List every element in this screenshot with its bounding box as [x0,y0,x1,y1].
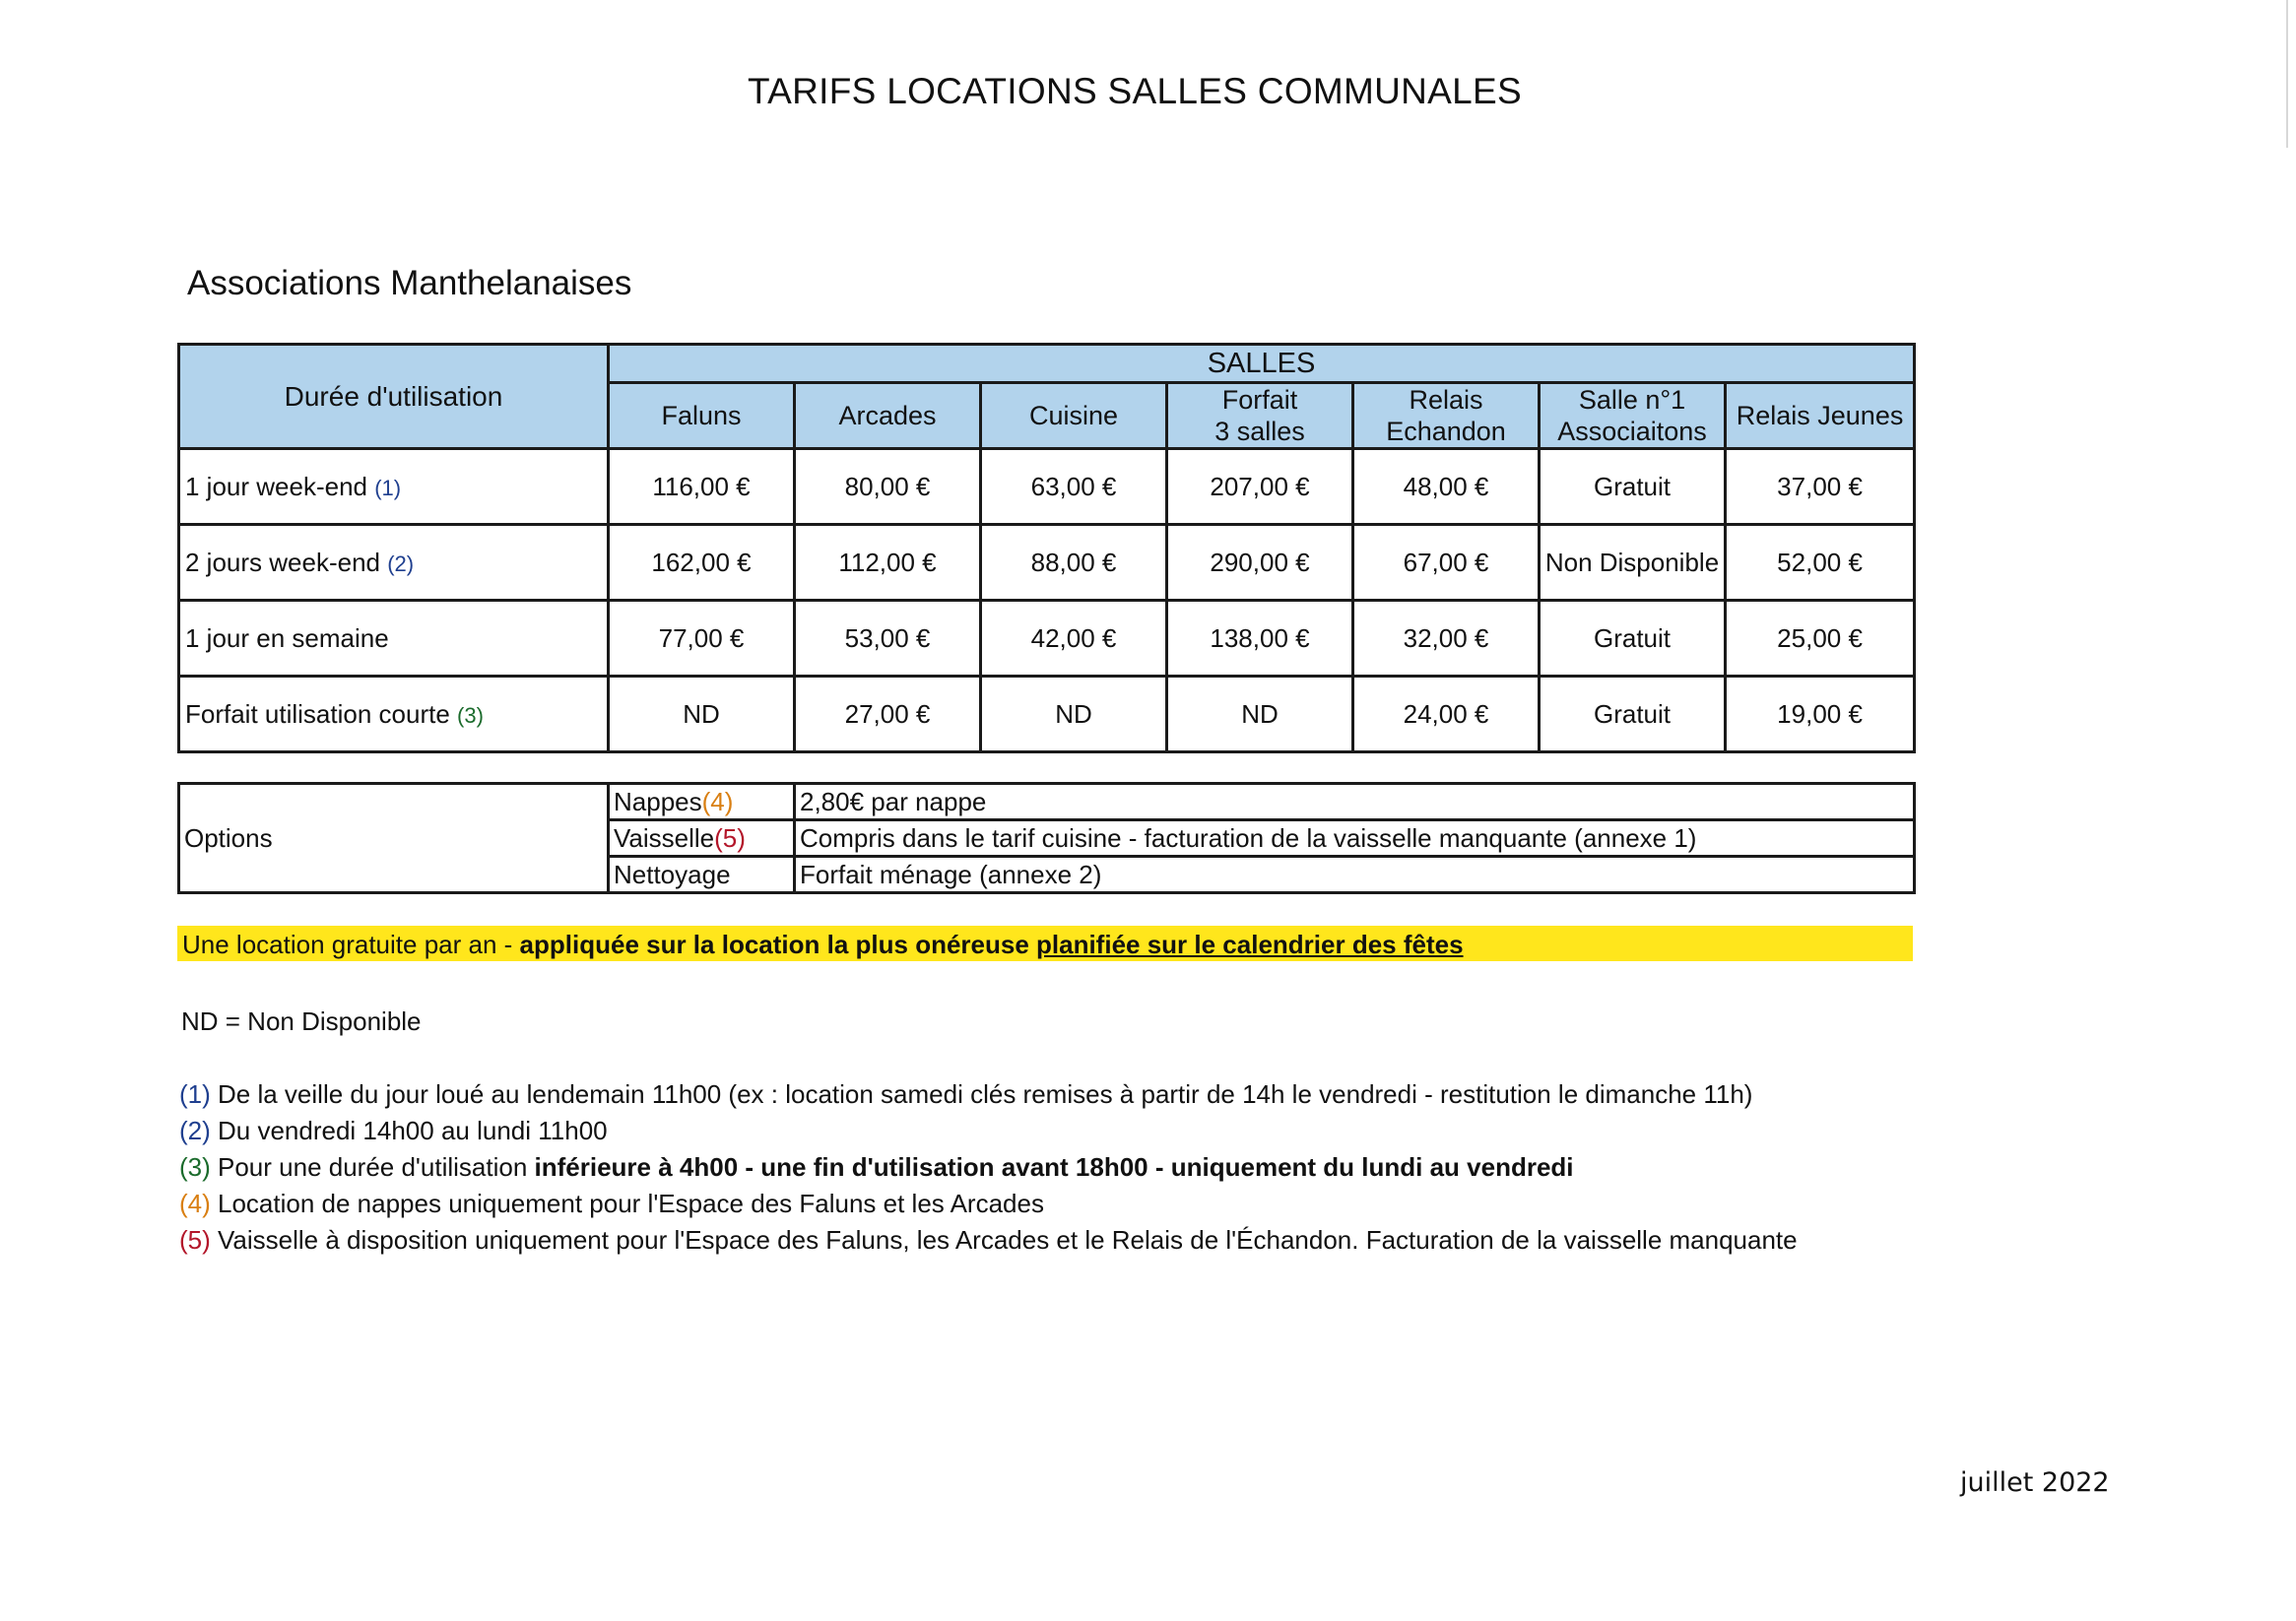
note-ref: (4) [701,787,734,816]
option-desc: 2,80€ par nappe [795,784,1915,820]
column-header-forfait-3-salles: Forfait 3 salles [1167,383,1353,449]
table-cell: Gratuit [1540,677,1726,752]
table-cell: 42,00 € [981,601,1167,677]
table-cell: ND [609,677,795,752]
footnote-number: (3) [179,1152,211,1182]
footnote-number: (1) [179,1079,211,1109]
nd-legend: ND = Non Disponible [181,1006,422,1036]
salles-header: SALLES [609,345,1915,383]
footnote-text: De la veille du jour loué au lendemain 11h00 (ex : location samedi clés remises à partir de 14h le vendredi - restitution le dimanche 11h) [210,1079,1753,1109]
table-cell: 25,00 € [1726,601,1915,677]
page-edge [2286,0,2288,148]
option-name: Vaisselle(5) [609,820,795,857]
option-desc: Forfait ménage (annexe 2) [795,857,1915,893]
table-cell: 32,00 € [1353,601,1540,677]
column-header-relais-echandon: Relais Echandon [1353,383,1540,449]
table-cell: 80,00 € [795,449,981,525]
footnote [179,1222,1798,1259]
column-header-cuisine: Cuisine [981,383,1167,449]
footnote-number: (2) [179,1116,211,1145]
option-name: Nappes(4) [609,784,795,820]
table-cell: 77,00 € [609,601,795,677]
footnote [179,1076,1798,1113]
table-cell: 290,00 € [1167,525,1353,601]
table-cell: 24,00 € [1353,677,1540,752]
row-label: 1 jour week-end (1) [179,449,609,525]
footnote-text: Du vendredi 14h00 au lundi 11h00 [210,1116,608,1145]
banner-text: Une location gratuite par an - [182,930,520,959]
table-cell: 52,00 € [1726,525,1915,601]
document-date: juillet 2022 [1960,1467,2110,1498]
column-header-salle-n1: Salle n°1 Associaitons [1540,383,1726,449]
table-cell: 48,00 € [1353,449,1540,525]
section-title: Associations Manthelanaises [187,264,632,302]
footnote [179,1186,1798,1222]
table-cell: 63,00 € [981,449,1167,525]
footnote-bold-text: inférieure à 4h00 - une fin d'utilisation avant 18h00 - uniquement du lundi au vendredi [534,1152,1574,1182]
note-ref: (1) [374,475,402,500]
column-header-relais-jeunes: Relais Jeunes [1726,383,1915,449]
row-label: Forfait utilisation courte (3) [179,677,609,752]
table-row [179,601,1915,677]
table-cell: 88,00 € [981,525,1167,601]
footnotes [179,1076,1798,1259]
note-ref: (5) [714,823,746,853]
row-label: 2 jours week-end (2) [179,525,609,601]
table-cell: 162,00 € [609,525,795,601]
options-table [177,782,1916,894]
page-title: TARIFS LOCATIONS SALLES COMMUNALES [748,71,1522,111]
footnote-text: Vaisselle à disposition uniquement pour l'Espace des Faluns, les Arcades et le Relais de l'Échandon. Facturation de la vaisselle manquante [210,1225,1798,1255]
banner-bold-text: appliquée sur la location la plus onéreuse [519,930,1037,959]
table-cell: 67,00 € [1353,525,1540,601]
table-cell: 27,00 € [795,677,981,752]
table-cell: ND [981,677,1167,752]
table-cell: 53,00 € [795,601,981,677]
table-cell: 138,00 € [1167,601,1353,677]
table-row [179,784,1915,820]
duree-header: Durée d'utilisation [179,345,609,449]
note-ref: (2) [387,551,415,576]
table-cell: 19,00 € [1726,677,1915,752]
footnote-text: Location de nappes uniquement pour l'Espace des Faluns et les Arcades [210,1189,1044,1218]
table-cell: Gratuit [1540,601,1726,677]
footnote [179,1113,1798,1149]
column-header-faluns: Faluns [609,383,795,449]
table-cell: 37,00 € [1726,449,1915,525]
footnote-number: (5) [179,1225,211,1255]
banner-underline-text: planifiée sur le calendrier des fêtes [1036,930,1464,959]
table-cell: 112,00 € [795,525,981,601]
table-row [179,449,1915,525]
option-desc: Compris dans le tarif cuisine - facturation de la vaisselle manquante (annexe 1) [795,820,1915,857]
free-rental-banner [177,926,1913,961]
table-cell: Gratuit [1540,449,1726,525]
footnote [179,1149,1798,1186]
table-cell: 116,00 € [609,449,795,525]
table-cell: Non Disponible [1540,525,1726,601]
table-row [179,677,1915,752]
tarifs-table [177,343,1916,753]
option-name: Nettoyage [609,857,795,893]
table-cell: ND [1167,677,1353,752]
table-cell: 207,00 € [1167,449,1353,525]
footnote-number: (4) [179,1189,211,1218]
options-label: Options [179,784,609,893]
table-row [179,525,1915,601]
row-label: 1 jour en semaine [179,601,609,677]
note-ref: (3) [457,702,484,728]
column-header-arcades: Arcades [795,383,981,449]
footnote-text: Pour une durée d'utilisation [210,1152,535,1182]
